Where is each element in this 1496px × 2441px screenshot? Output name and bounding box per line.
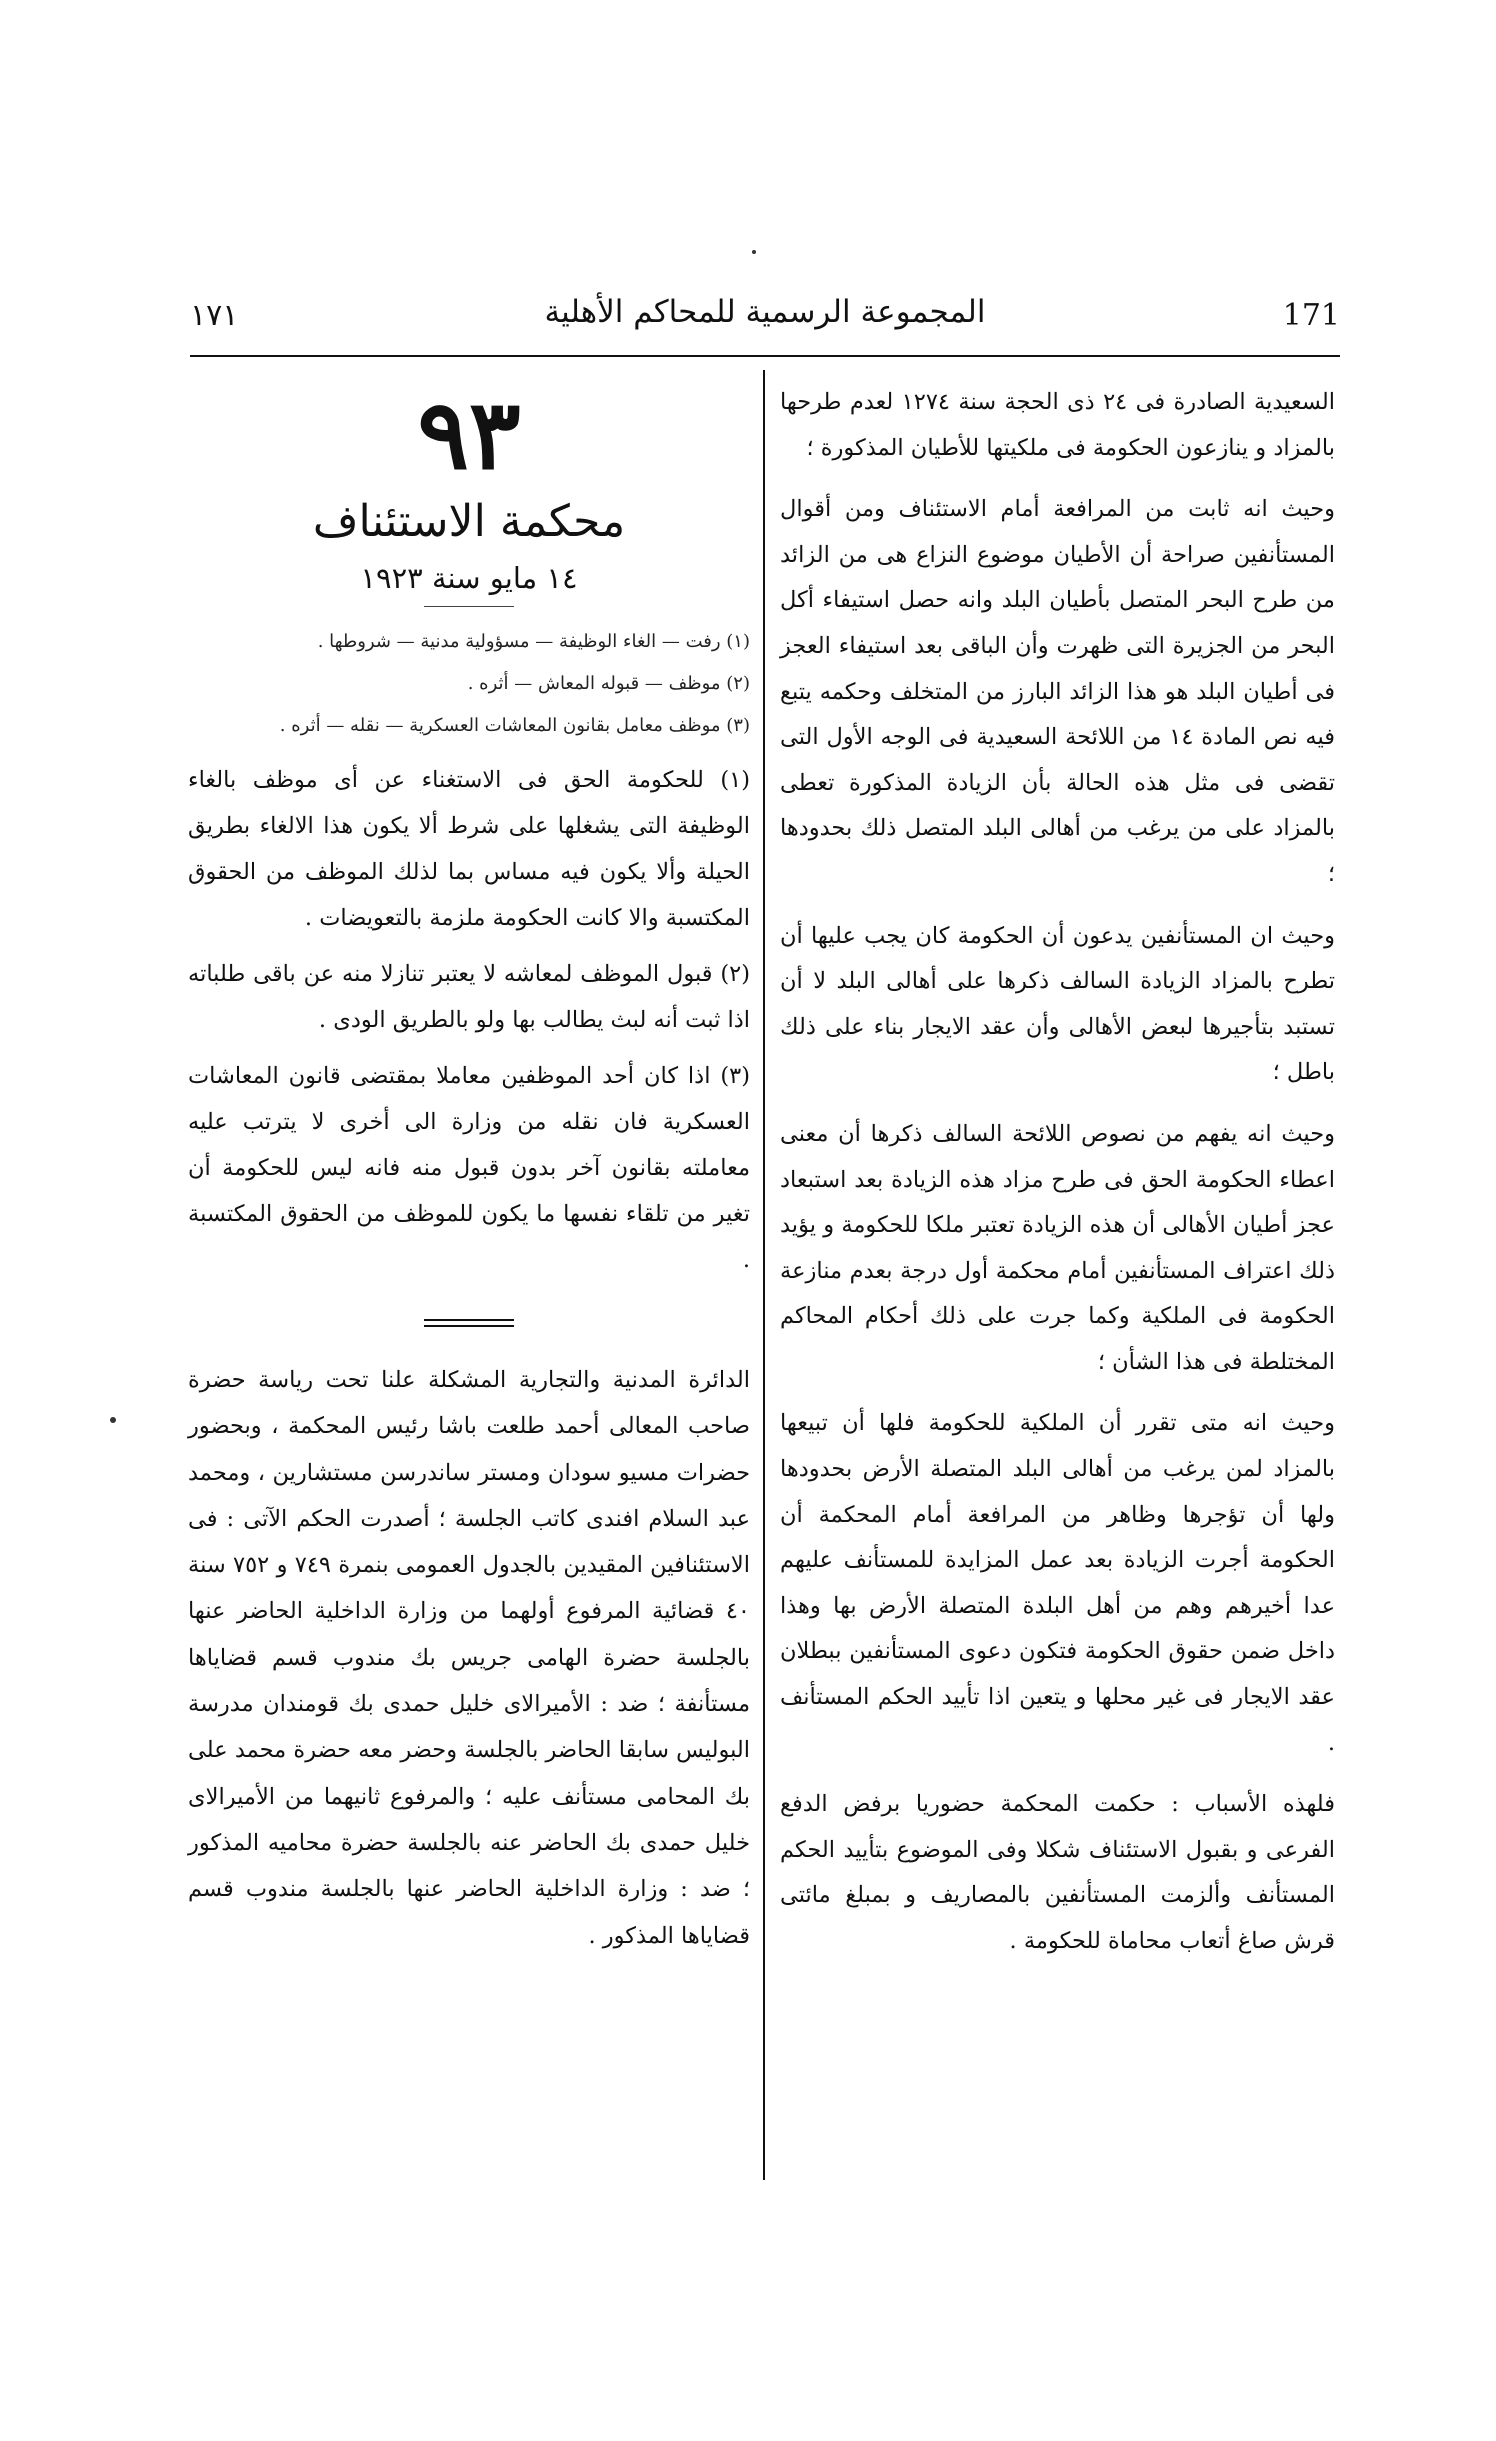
- divider: [424, 606, 514, 607]
- court-name: محكمة الاستئناف: [312, 496, 626, 547]
- section-divider: [424, 1319, 514, 1327]
- running-title: المجموعة الرسمية للمحاكم الأهلية: [544, 294, 986, 330]
- legal-principle: (٣) اذا كان أحد الموظفين معاملا بمقتضى قانون المعاشات العسكرية فان نقله من وزارة الى أخرى لا يترتب عليه معاملته بقانون آخر بدون قبول منه فانه ليس للحكومة أن تغير من تلقاء نفسها ما يكون للموظف من الحقوق المكتسبة .: [188, 1063, 750, 1273]
- column-divider: [763, 370, 765, 2180]
- judgment-date: ١٤ مايو سنة ١٩٢٣: [360, 561, 578, 595]
- paragraph: السعيدية الصادرة فى ٢٤ ذى الحجة سنة ١٢٧٤ لعدم طرحها بالمزاد و ينازعون الحكومة فى ملكيتها للأطيان المذكورة ؛: [780, 389, 1335, 461]
- paragraph: وحيث ان المستأنفين يدعون أن الحكومة كان يجب عليها أن تطرح بالمزاد الزيادة السالف ذكرها على أهالى البلد لا أن تستبد بتأجيرها لبعض الأهالى وأن عقد الايجار بناء على ذلك باطل ؛: [780, 922, 1335, 1086]
- keyword-line: (٢) موظف — قبوله المعاش — أثره .: [467, 673, 750, 694]
- case-number: ٩٣: [417, 378, 521, 491]
- page-number-arabic: ١٧١: [190, 298, 239, 333]
- legal-principle: (٢) قبول الموظف لمعاشه لا يعتبر تنازلا منه عن باقى طلباته اذا ثبت أنه لبث يطالب بها ولو بالطريق الودى .: [188, 961, 750, 1033]
- court-composition: الدائرة المدنية والتجارية المشكلة علنا تحت رياسة حضرة صاحب المعالى أحمد طلعت باشا رئيس المحكمة ، وبحضور حضرات مسيو سودان ومستر ساندرسن مستشارين ، ومحمد عبد السلام افندى كاتب الجلسة ؛ أصدرت الحكم الآتى : فى الاستئنافين المقيدين بالجدول العمومى بنمرة ٧٤٩ و ٧٥٢ سنة ٤٠ قضائية المرفوع أولهما من وزارة الداخلية الحاضر عنها بالجلسة حضرة الهامى جريس بك مندوب قسم قضاياها مستأنفة ؛ ضد : الأميرالاى خليل حمدى بك قومندان مدرسة البوليس سابقا الحاضر بالجلسة وحضر معه حضرة محمد على بك المحامى مستأنف عليه ؛ والمرفوع ثانيهما من الأميرالاى خليل حمدى بك الحاضر عنه بالجلسة حضرة محاميه المذكور ؛ ضد : وزارة الداخلية الحاضر عنها بالجلسة مندوب قسم قضاياها المذكور .: [188, 1367, 751, 1949]
- paragraph: وحيث انه متى تقرر أن الملكية للحكومة فلها أن تبيعها بالمزاد لمن يرغب من أهالى البلد المتصلة الأرض بحدودها ولها أن تؤجرها وظاهر من المرافعة أمام المحكمة أن الحكومة أجرت الزيادة بعد عمل المزايدة للمستأنف عليهم عدا أخيرهم وهم من أهل البلدة المتصلة الأرض بها وهذا داخل ضمن حقوق الحكومة فتكون دعوى المستأنفين ببطلان عقد الايجار فى غير محلها و يتعين اذا تأييد الحكم المستأنف .: [780, 1410, 1335, 1756]
- header-rule: [190, 355, 1340, 357]
- left-column: [188, 380, 750, 1959]
- paragraph: وحيث انه يفهم من نصوص اللائحة السالف ذكرها أن معنى اعطاء الحكومة الحق فى طرح مزاد هذه الزيادة بعد استبعاد عجز أطيان الأهالى أن هذه الزيادة تعتبر ملكا للحكومة و يؤيد ذلك اعتراف المستأنفين أمام محكمة أول درجة بعدم منازعة الحكومة فى الملكية وكما جرت على ذلك أحكام المحاكم المختلطة فى هذا الشأن ؛: [780, 1120, 1335, 1375]
- running-header: [190, 290, 1340, 350]
- legal-principle: (١) للحكومة الحق فى الاستغناء عن أى موظف بالغاء الوظيفة التى يشغلها على شرط ألا يكون هذا الالغاء بطريق الحيلة وألا يكون فيه مساس بما لذلك الموظف من الحقوق المكتسبة والا كانت الحكومة ملزمة بالتعويضات .: [188, 767, 750, 931]
- page-number-latin: 171: [1282, 298, 1340, 333]
- ink-speck: [752, 250, 756, 254]
- keyword-line: (٣) موظف معامل بقانون المعاشات العسكرية — نقله — أثره .: [279, 715, 750, 736]
- paragraph: وحيث انه ثابت من المرافعة أمام الاستئناف ومن أقوال المستأنفين صراحة أن الأطيان موضوع النزاع هى من الزائد من طرح البحر المتصل بأطيان البلد وانه حصل استيفاء أكل البحر من الجزيرة التى ظهرت وأن الباقى بعد استيفاء العجز فى أطيان البلد هو هذا الزائد البارز من المتخلف وحكمه يتبع فيه نص المادة ١٤ من اللائحة السعيدية فى الوجه الأول التى تقضى فى مثل هذه الحالة بأن الزيادة المذكورة تعطى بالمزاد على من يرغب من أهالى البلد المتصل ذلك بحدودها ؛: [780, 496, 1335, 887]
- paragraph: فلهذه الأسباب : حكمت المحكمة حضوريا برفض الدفع الفرعى و بقبول الاستئناف شكلا وفى الموضوع بتأييد الحكم المستأنف وألزمت المستأنفين بالمصاريف و بمبلغ مائتى قرش صاغ أتعاب محاماة للحكومة .: [780, 1791, 1335, 1954]
- keyword-line: (١) رفت — الغاء الوظيفة — مسؤولية مدنية — شروطها .: [317, 631, 750, 652]
- ink-speck: [110, 1417, 116, 1423]
- right-column: [780, 380, 1335, 1965]
